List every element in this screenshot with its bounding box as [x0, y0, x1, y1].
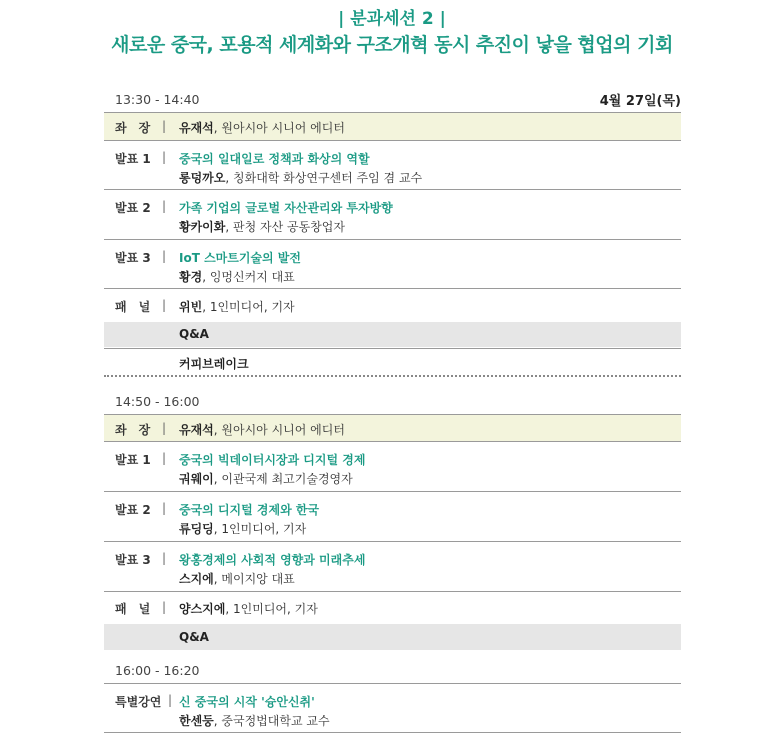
lecture-speaker	[179, 712, 330, 729]
lecture-label: 특별강연	[115, 695, 162, 709]
panel-speaker	[179, 298, 295, 315]
speaker-affiliation: , 잉멍신커지 대표	[202, 270, 295, 284]
block2-talk2-row	[104, 492, 681, 541]
talk-speaker	[179, 570, 295, 587]
speaker-affiliation: , 메이지앙 대표	[213, 572, 295, 586]
separator: |	[162, 551, 167, 565]
speaker-affiliation: , 중국정법대학교 교수	[213, 714, 330, 728]
talk-speaker	[179, 520, 306, 537]
block1-chair-row	[104, 113, 681, 140]
block2-talk3-row	[104, 542, 681, 591]
block1-talk2-row	[104, 190, 681, 239]
chair-speaker	[179, 421, 345, 438]
separator: |	[162, 501, 167, 515]
event-date: 4월 27일(목)	[599, 94, 681, 109]
block2-chair-row	[104, 415, 681, 441]
speaker-affiliation: , 이관국제 최고기술경영자	[213, 472, 353, 486]
qa-label: Q&A	[179, 327, 209, 341]
block2-header	[104, 390, 681, 414]
divider	[104, 732, 681, 733]
panel-label: 패 널	[115, 300, 151, 314]
special-lecture-row	[104, 684, 681, 732]
separator: |	[162, 451, 167, 465]
separator: |	[162, 249, 167, 263]
talk-speaker	[179, 218, 345, 235]
talk-label: 발표 2	[115, 503, 151, 517]
speaker-affiliation: , 판청 자산 공동창업자	[225, 220, 345, 234]
separator: |	[162, 600, 167, 614]
panel-label: 패 널	[115, 602, 151, 616]
lecture-title: 신 중국의 시작 '슝안신취'	[179, 695, 315, 709]
speaker-name: 황경	[179, 270, 203, 284]
chair-speaker	[179, 119, 345, 136]
separator: |	[162, 150, 167, 164]
panel-speaker	[179, 600, 318, 617]
block2-qa-row	[104, 624, 681, 650]
block1-talk1-row	[104, 141, 681, 189]
talk-label: 발표 3	[115, 251, 151, 265]
speaker-affiliation: , 1인미디어, 기자	[213, 522, 307, 536]
separator: |	[162, 298, 167, 312]
dotted-divider	[104, 375, 681, 377]
talk-title: 중국의 일대일로 정책과 화상의 역할	[179, 152, 370, 166]
block1-qa-row	[104, 322, 681, 347]
talk-title: 왕홍경제의 사회적 영향과 미래추세	[179, 553, 366, 567]
block1-time: 13:30 - 14:40	[115, 92, 200, 107]
panelist-name: 위빈	[179, 300, 203, 314]
talk-title: IoT 스마트기술의 발전	[179, 251, 301, 265]
session-title: 새로운 중국, 포용적 세계화와 구조개혁 동시 추진이 낳을 협업의 기회	[111, 34, 673, 56]
chair-affiliation: , 원아시아 시니어 에디터	[213, 121, 345, 135]
talk-label: 발표 1	[115, 152, 151, 166]
block3-header	[104, 659, 681, 683]
talk-label: 발표 1	[115, 453, 151, 467]
talk-title: 중국의 빅데이터시장과 디지털 경제	[179, 453, 366, 467]
speaker-name: 한센둥	[179, 714, 214, 728]
panelist-name: 양스지에	[179, 602, 226, 616]
talk-speaker	[179, 470, 353, 487]
block1-talk3-row	[104, 240, 681, 288]
coffee-break-label: 커피브레이크	[179, 357, 249, 371]
chair-affiliation: , 원아시아 시니어 에디터	[213, 423, 345, 437]
chair-label: 좌 장	[115, 423, 151, 437]
separator: |	[168, 693, 173, 707]
qa-label: Q&A	[179, 630, 209, 644]
block2-time: 14:50 - 16:00	[115, 394, 200, 409]
talk-title: 가족 기업의 글로벌 자산관리와 투자방향	[179, 201, 393, 215]
separator: |	[162, 199, 167, 213]
speaker-name: 스지에	[179, 572, 214, 586]
speaker-name: 궈웨이	[179, 472, 214, 486]
panelist-affiliation: , 1인미디어, 기자	[225, 602, 318, 616]
talk-speaker	[179, 268, 295, 285]
block2-talk1-row	[104, 442, 681, 491]
block1-header	[104, 88, 681, 112]
talk-title: 중국의 디지털 경제와 한국	[179, 503, 320, 517]
chair-name: 유재석	[179, 423, 214, 437]
speaker-affiliation: , 칭화대학 화상연구센터 주임 겸 교수	[225, 171, 423, 185]
block2-panel-row	[104, 592, 681, 623]
talk-label: 발표 3	[115, 553, 151, 567]
talk-speaker	[179, 169, 422, 186]
chair-label: 좌 장	[115, 121, 151, 135]
block3-time: 16:00 - 16:20	[115, 663, 200, 678]
speaker-name: 류딩딩	[179, 522, 214, 536]
chair-name: 유재석	[179, 121, 214, 135]
speaker-name: 롱덩까오	[179, 171, 226, 185]
separator: |	[162, 119, 167, 133]
separator: |	[162, 421, 167, 435]
talk-label: 발표 2	[115, 201, 151, 215]
session-label: | 분과세션 2 |	[338, 9, 446, 29]
speaker-name: 황카이화	[179, 220, 226, 234]
panelist-affiliation: , 1인미디어, 기자	[202, 300, 295, 314]
block1-panel-row	[104, 289, 681, 321]
coffee-break-row	[104, 349, 681, 373]
